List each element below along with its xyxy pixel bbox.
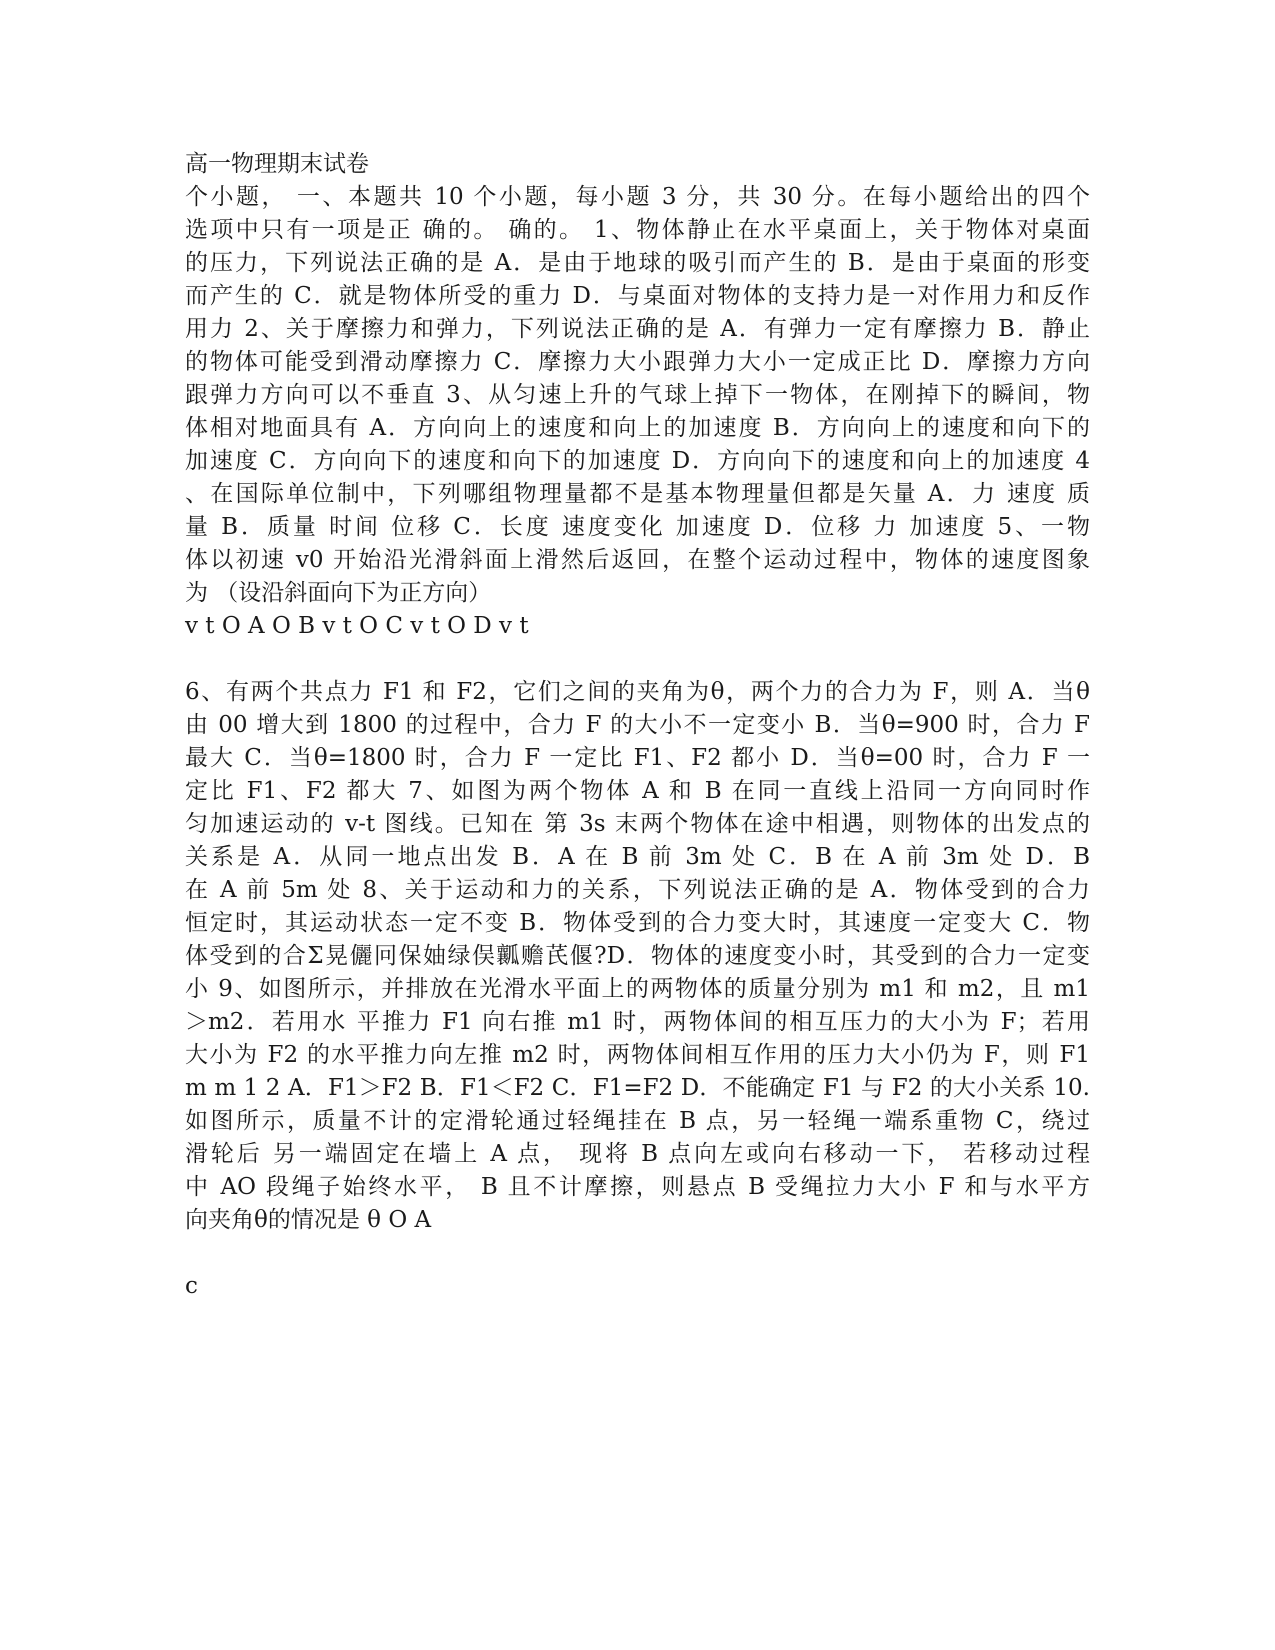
text-line: 而产生的 C．就是物体所受的重力 D．与桌面对物体的支持力是一对作用力和反作 <box>185 283 1090 309</box>
text-line: 定比 F1、F2 都大 7、如图为两个物体 A 和 B 在同一直线上沿同一方向同时作 <box>185 778 1090 804</box>
text-line: 跟弹力方向可以不垂直 3、从匀速上升的气球上掉下一物体，在刚掉下的瞬间，物 <box>185 382 1090 408</box>
text-line: 体受到的合Σ晃儷冋保妯绿俣瓤赡芪偃?D．物体的速度变小时，其受到的合力一定变 <box>185 943 1090 969</box>
text-line: 在 A 前 5m 处 8、关于运动和力的关系，下列说法正确的是 A．物体受到的合力 <box>185 877 1090 903</box>
text-line: 滑轮后 另一端固定在墙上 A 点， 现将 B 点向左或向右移动一下， 若移动过程 <box>185 1141 1090 1167</box>
text-line: 6、有两个共点力 F1 和 F2，它们之间的夹角为θ，两个力的合力为 F，则 A．当θ <box>185 679 1090 705</box>
text-block-3 <box>185 1270 1090 1303</box>
text-line: 用力 2、关于摩擦力和弹力，下列说法正确的是 A．有弹力一定有摩擦力 B．静止 <box>185 316 1090 342</box>
text-line: 向夹角θ的情况是 θ O A <box>185 1207 432 1233</box>
text-line: 小 9、如图所示，并排放在光滑水平面上的两物体的质量分别为 m1 和 m2，且 m1 <box>185 976 1090 1002</box>
text-line: 加速度 C．方向向下的速度和向下的加速度 D．方向向下的速度和向上的加速度 4 <box>185 448 1090 474</box>
text-line: 如图所示，质量不计的定滑轮通过轻绳挂在 B 点，另一轻绳一端系重物 C，绕过 <box>185 1108 1090 1134</box>
text-line: ＞m2．若用水 平推力 F1 向右推 m1 时，两物体间的相互压力的大小为 F；若用 <box>185 1009 1090 1035</box>
text-line: 个小题， 一、本题共 10 个小题，每小题 3 分，共 30 分。在每小题给出的四个 <box>185 184 1090 210</box>
text-line: 由 00 增大到 1800 的过程中，合力 F 的大小不一定变小 B．当θ=900 时，合力 F <box>185 712 1090 738</box>
text-line: 选项中只有一项是正 确的。 确的。 1、物体静止在水平桌面上，关于物体对桌面 <box>185 217 1090 243</box>
text-line: 体相对地面具有 A．方向向上的速度和向上的加速度 B．方向向上的速度和向下的 <box>185 415 1090 441</box>
document-page <box>185 148 1090 1303</box>
text-line: 、在国际单位制中，下列哪组物理量都不是基本物理量但都是矢量 A．力 速度 质 <box>185 481 1090 507</box>
text-line: 匀加速运动的 v-t 图线。已知在 第 3s 末两个物体在途中相遇，则物体的出发点的 <box>185 811 1090 837</box>
text-line: 的物体可能受到滑动摩擦力 C．摩擦力大小跟弹力大小一定成正比 D．摩擦力方向 <box>185 349 1090 375</box>
text-line: 为 （设沿斜面向下为正方向） <box>185 580 492 606</box>
text-line: 最大 C．当θ=1800 时，合力 F 一定比 F1、F2 都小 D．当θ=00 时，合力 F 一 <box>185 745 1090 771</box>
text-line: 体以初速 v0 开始沿光滑斜面上滑然后返回，在整个运动过程中，物体的速度图象 <box>185 547 1090 573</box>
text-line: c <box>185 1273 198 1299</box>
text-line: 量 B．质量 时间 位移 C．长度 速度变化 加速度 D．位移 力 加速度 5、一物 <box>185 514 1090 540</box>
text-block-1 <box>185 148 1090 643</box>
text-line: 的压力，下列说法正确的是 A．是由于地球的吸引而产生的 B．是由于桌面的形变 <box>185 250 1090 276</box>
text-line: 恒定时，其运动状态一定不变 B．物体受到的合力变大时，其速度一定变大 C．物 <box>185 910 1090 936</box>
paragraph-gap <box>185 1237 1090 1270</box>
text-block-2 <box>185 676 1090 1237</box>
text-line: m m 1 2 A．F1＞F2 B．F1＜F2 C．F1=F2 D．不能确定 F1 与 F2 的大小关系 10. <box>185 1075 1090 1101</box>
figure-label-line: v t O A O B v t O C v t O D v t <box>185 613 529 639</box>
text-line: 大小为 F2 的水平推力向左推 m2 时，两物体间相互作用的压力大小仍为 F，则 F1 <box>185 1042 1090 1068</box>
paragraph-gap <box>185 643 1090 676</box>
text-line: 关系是 A．从同一地点出发 B．A 在 B 前 3m 处 C．B 在 A 前 3m 处 D．B <box>185 844 1090 870</box>
text-line: 中 AO 段绳子始终水平， B 且不计摩擦，则悬点 B 受绳拉力大小 F 和与水平方 <box>185 1174 1090 1200</box>
document-title: 高一物理期末试卷 <box>185 151 369 177</box>
